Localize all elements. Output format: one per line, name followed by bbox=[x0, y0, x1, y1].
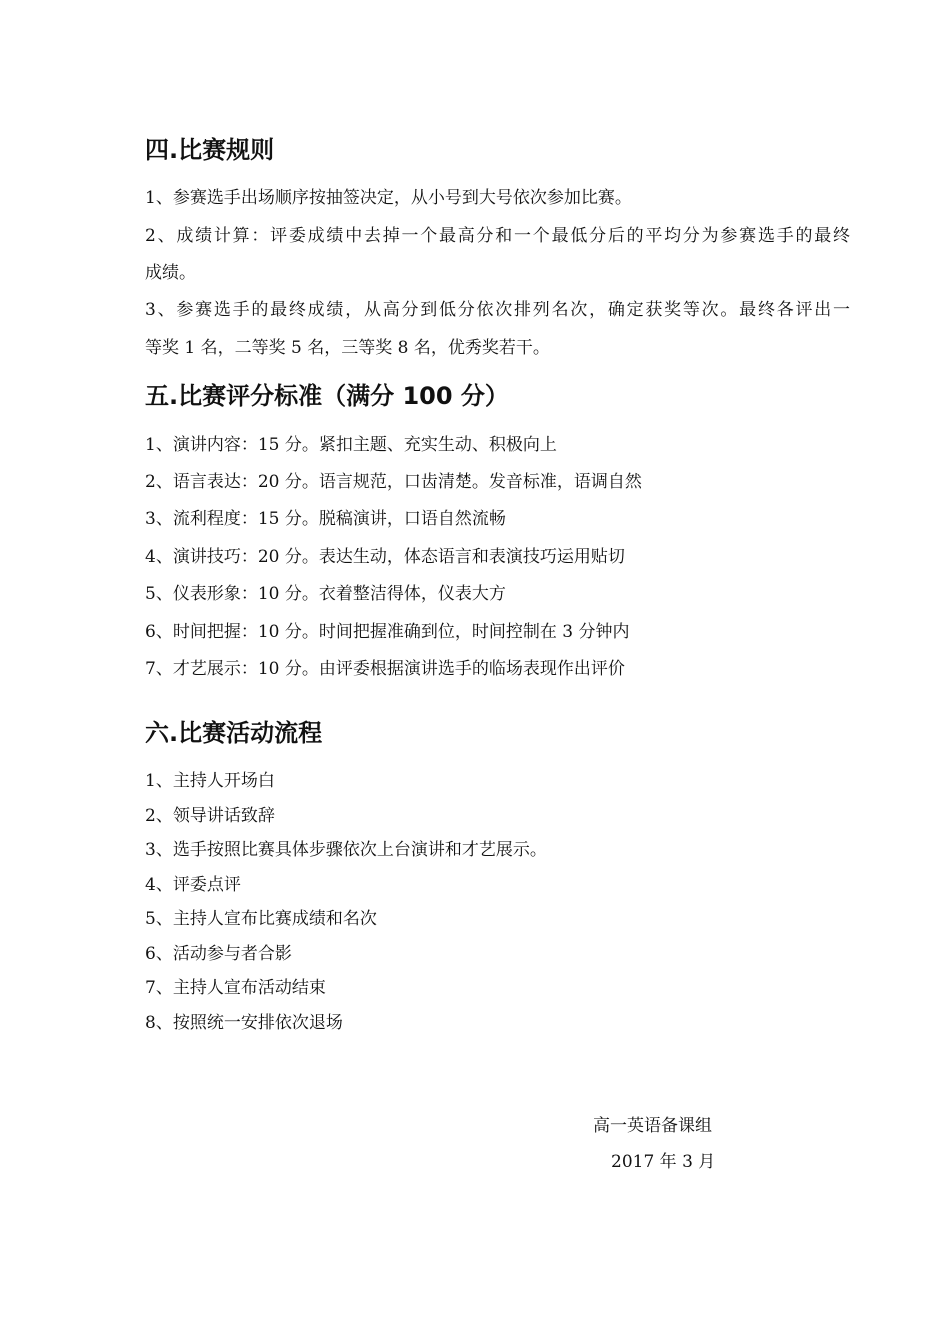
criterion-6: 6、时间把握：10 分。时间把握准确到位，时间控制在 3 分钟内 bbox=[145, 622, 630, 642]
criterion-7: 7、才艺展示：10 分。由评委根据演讲选手的临场表现作出评价 bbox=[145, 659, 625, 679]
criterion-5: 5、仪表形象：10 分。衣着整洁得体，仪表大方 bbox=[145, 584, 506, 604]
section-5-title: 五.比赛评分标准（满分 100 分） bbox=[145, 382, 509, 410]
process-step-6: 6、活动参与者合影 bbox=[145, 944, 292, 964]
criterion-4: 4、演讲技巧：20 分。表达生动，体态语言和表演技巧运用贴切 bbox=[145, 547, 625, 567]
signature-org: 高一英语备课组 bbox=[593, 1116, 712, 1136]
process-step-5: 5、主持人宣布比赛成绩和名次 bbox=[145, 909, 377, 929]
process-step-4: 4、评委点评 bbox=[145, 875, 241, 895]
section-6-title: 六.比赛活动流程 bbox=[145, 719, 323, 747]
section-4-title: 四.比赛规则 bbox=[145, 136, 275, 164]
rule-2-line-2: 成绩。 bbox=[145, 263, 196, 283]
process-step-7: 7、主持人宣布活动结束 bbox=[145, 978, 326, 998]
rule-1: 1、参赛选手出场顺序按抽签决定，从小号到大号依次参加比赛。 bbox=[145, 188, 632, 208]
rule-2-line-1: 2、成绩计算：评委成绩中去掉一个最高分和一个最低分后的平均分为参赛选手的最终 bbox=[145, 226, 850, 246]
process-step-1: 1、主持人开场白 bbox=[145, 771, 275, 791]
criterion-1: 1、演讲内容：15 分。紧扣主题、充实生动、积极向上 bbox=[145, 435, 557, 455]
process-step-3: 3、选手按照比赛具体步骤依次上台演讲和才艺展示。 bbox=[145, 840, 547, 860]
process-step-2: 2、领导讲话致辞 bbox=[145, 806, 275, 826]
criterion-2: 2、语言表达：20 分。语言规范，口齿清楚。发音标准，语调自然 bbox=[145, 472, 642, 492]
process-step-8: 8、按照统一安排依次退场 bbox=[145, 1013, 343, 1033]
criterion-3: 3、流利程度：15 分。脱稿演讲，口语自然流畅 bbox=[145, 509, 506, 529]
rule-3-line-1: 3、参赛选手的最终成绩，从高分到低分依次排列名次，确定获奖等次。最终各评出一 bbox=[145, 300, 850, 320]
signature-date: 2017 年 3 月 bbox=[611, 1152, 716, 1172]
rule-3-line-2: 等奖 1 名，二等奖 5 名，三等奖 8 名，优秀奖若干。 bbox=[145, 338, 550, 358]
